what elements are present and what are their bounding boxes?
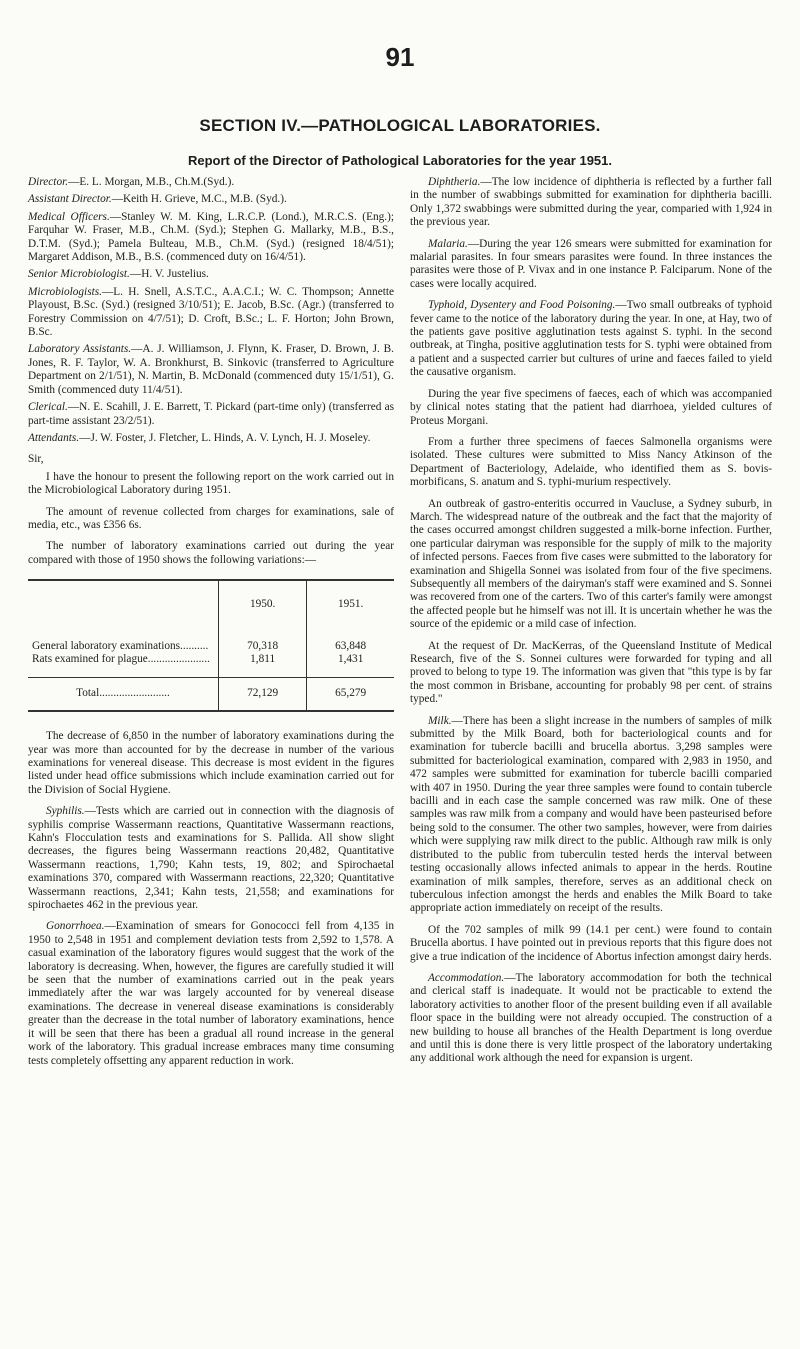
table-total-1951: 65,279 bbox=[307, 678, 394, 712]
staff-names: —L. H. Snell, A.S.T.C., A.A.C.I.; W. C. Thompson; Annette Playoust, B.Sc. (Syd.) (resigned 3/10/51); E. Jacob, B.Sc. (Agr.) (transferred to Forestry Commission on 4/7/51); D. Croft, B.Sc.; L. F. Horton; John Brown, B.Sc. bbox=[28, 285, 394, 339]
staff-senior-microbiologist bbox=[28, 268, 394, 281]
table-total-label: Total......................... bbox=[28, 678, 219, 712]
paragraph-heading: Diphtheria. bbox=[428, 176, 481, 188]
page-number: 91 bbox=[385, 42, 415, 72]
staff-role: Laboratory Assistants. bbox=[28, 343, 132, 356]
malaria-paragraph bbox=[410, 238, 772, 292]
staff-laboratory-assistants bbox=[28, 343, 394, 397]
staff-role: Director. bbox=[28, 176, 69, 188]
table-label-rats: Rats examined for plague...................... bbox=[32, 653, 210, 666]
mackerras-paragraph: At the request of Dr. MacKerras, of the Queensland Institute of Medical Research, five of the S. Sonnei cultures were forwarded for typing and all proved to belong to type 19. The information was given that "this type is by far the most common in Brisbane, accounting for probably 98 per cent. of strains typed." bbox=[410, 639, 772, 706]
staff-names: —Keith H. Grieve, M.C., M.B. (Syd.). bbox=[111, 193, 287, 206]
staff-microbiologists bbox=[28, 286, 394, 340]
vaucluse-paragraph: An outbreak of gastro-enteritis occurred in Vaucluse, a Sydney suburb, in March. The widespread nature of the outbreak and the fact that the majority of the cases occurred amongst children suggested a milk-borne infection. Further, one particular dairyman was responsible for the supply of milk to the majority of infected persons. Faeces from five cases were submitted to the laboratory for examination and Shigella Sonnei was isolated from four of the five specimens. Subsequently all members of the dairyman's staff were examined and S. Sonnei was recovered from one of the carters. Two of this carter's family were amongst the affected people but he himself was not ill. It is uncertain whether he was the source of the epidemic or a mild case of infection. bbox=[410, 497, 772, 631]
paragraph-body: —Examination of smears for Gonococci fell from 4,135 in 1950 to 2,548 in 1951 and complement deviation tests from 2,592 to 1,578. A casual examination of the laboratory figures would suggest that the work of the laboratory is decreasing. When, however, the figures are carefully studied it will be seen that the number of examinations carried out in the peak years immediately after the war was largely accounted for by venereal disease examinations. The decrease in venereal disease examinations is considerably greater than the decrease in the total number of laboratory examinations, hence it will be seen that there has been a gradual all round increase in the general work of the laboratory. This gradual increase embraces many time consuming tests completely offsetting any apparent reduction in work. bbox=[28, 920, 394, 1067]
typhoid-paragraph bbox=[410, 299, 772, 379]
staff-assistant-director bbox=[28, 193, 394, 206]
examinations-table bbox=[28, 579, 394, 712]
paragraph-heading: Malaria. bbox=[428, 237, 468, 250]
staff-role: Clerical. bbox=[28, 401, 68, 414]
diphtheria-paragraph bbox=[410, 176, 772, 230]
table-row bbox=[28, 629, 394, 678]
paragraph-body: —The laboratory accommodation for both the technical and clerical staff is inadequate. It would not be practicable to extend the laboratory activities to another floor of the present building even if all available floor space in the building were not already occupied. The construction of a new building to house all branches of the Health Department is long overdue and until this is done there is very little prospect of the laboratory undertaking any additional work although the need for expansion is urgent. bbox=[410, 971, 772, 1065]
report-title: Report of the Director of Pathological Laboratories for the year 1951. bbox=[187, 153, 613, 168]
paragraph-body: —There has been a slight increase in the numbers of samples of milk submitted by the Milk Board, both for bacteriological counts and for examination for tubercle bacilli and brucella abortus. 3,298 samples were submitted for bacteriological examination, compared with 2,983 in 1950, and 472 samples were submitted for examination for tubercle bacilli comparied with 407 in 1950. During the year three samples were found to contain tubercle bacilli and in each case the sample concerned was raw milk. One of these samples was raw milk from a company and would have been pasteurised before being sold to the consumer. The other two samples, however, were from dairies which were supplying raw milk direct to the public. Although raw milk is only distributed to the public from tuberculin tested herds the interval between testing occasionally allows infected animals to appear in the herds. Routine examination of milk samples, therefore, serves as an additional check on tuberculous infection amongst the herds and enables the Milk Board to take appropriate action immediately on receipt of the results. bbox=[410, 714, 772, 915]
staff-role: Attendants. bbox=[28, 431, 80, 444]
staff-attendants bbox=[28, 432, 394, 445]
accommodation-paragraph bbox=[410, 972, 772, 1066]
staff-names: —H. V. Justelius. bbox=[129, 268, 209, 281]
syphilis-paragraph bbox=[28, 805, 394, 912]
paragraph-body: —During the year 126 smears were submitted for examination for malarial parasites. In four smears parasites were found. In three instances the parasites were those of P. Vivax and in one instance P. Falciparum. None of the cases were locally acquired. bbox=[410, 237, 772, 290]
paragraph-heading: Accommodation. bbox=[428, 971, 505, 984]
revenue-paragraph: The amount of revenue collected from charges for examinations, sale of media, etc., was £356 6s. bbox=[28, 505, 394, 531]
table-header-1950: 1950. bbox=[219, 580, 307, 629]
table-value: 70,318 bbox=[247, 639, 279, 652]
decrease-paragraph: The decrease of 6,850 in the number of laboratory examinations during the year was more than accounted for by the decrease in number of the various examinations for venereal disease. This decrease is most evident in the figures listed under head office submissions which include examination carried out for the Division of Social Hygiene. bbox=[28, 730, 394, 796]
table-value: 1,811 bbox=[250, 653, 276, 666]
section-title: SECTION IV.—PATHOLOGICAL LABORATORIES. bbox=[199, 116, 601, 135]
staff-director bbox=[28, 176, 394, 189]
table-total-row bbox=[28, 678, 394, 712]
paragraph-heading: Gonorrhoea. bbox=[46, 920, 105, 933]
table-label-general: General laboratory examinations.......... bbox=[32, 639, 209, 652]
staff-clerical bbox=[28, 401, 394, 428]
staff-names: —N. E. Scahill, J. E. Barrett, T. Pickard (part-time only) (transferred as part-time assistant 23/2/51). bbox=[28, 401, 394, 427]
right-column bbox=[410, 176, 772, 1074]
staff-role: Senior Microbiologist. bbox=[28, 268, 130, 281]
table-header-1951: 1951. bbox=[307, 580, 394, 629]
staff-names: —J. W. Foster, J. Fletcher, L. Hinds, A. V. Lynch, H. J. Moseley. bbox=[79, 431, 371, 444]
paragraph-heading: Syphilis. bbox=[46, 805, 85, 818]
intro-paragraph: I have the honour to present the following report on the work carried out in the Microbiological Laboratory during 1951. bbox=[28, 470, 394, 497]
faeces-paragraph: During the year five specimens of faeces, each of which was accompanied by clinical notes stating that the patient had diarrhoea, yielded cultures of Proteus Morgani. bbox=[410, 387, 772, 427]
paragraph-body: —Two small outbreaks of typhoid fever came to the notice of the laboratory during the year. In one, at Hay, two of the patients gave positive agglutination tests against S. typhi. In the second outbreak, at Tingha, positive agglutination tests for S. typhi were obtained from a patient and a suspected carrier but cultures of urine and faeces failed to yield the causative organism. bbox=[410, 299, 772, 379]
table-value: 63,848 bbox=[335, 639, 367, 652]
staff-role: Assistant Director. bbox=[28, 193, 112, 206]
table-value: 1,431 bbox=[337, 653, 364, 666]
salmonella-paragraph: From a further three specimens of faeces Salmonella organisms were isolated. These cultures were submitted to Miss Nancy Atkinson of the Department of Bacteriology, Adelaide, who identified them as S. bovis-morbificans, S. anatum and S. typhi-murium respectively. bbox=[410, 435, 772, 489]
left-column bbox=[28, 176, 394, 1076]
staff-names: —A. J. Williamson, J. Flynn, K. Fraser, D. Brown, J. B. Jones, R. F. Taylor, W. A. Bronkhurst, B. Sinkovic (transferred to Agriculture Department on 2/1/51), N. Martin, B. McDonald (commenced duty 15/1/51), G. Smith (commenced duty 11/4/51). bbox=[28, 343, 394, 396]
table-total-1950: 72,129 bbox=[219, 678, 307, 712]
salutation: Sir, bbox=[28, 453, 44, 466]
milk-paragraph bbox=[410, 715, 772, 916]
table-row-labels bbox=[28, 629, 219, 678]
paragraph-heading: Milk. bbox=[428, 714, 452, 727]
table-cell-1951 bbox=[307, 629, 394, 678]
paragraph-body: —Tests which are carried out in connection with the diagnosis of syphilis comprise Wassermann reactions, Quantitative Wassermann reactions, Kahn's Flocculation tests and examinations for S. Pallida. All show slight decreases, the figures being Wassermann reactions 20,482, Quantitative Wassermann reactions, 1,790; Kahn tests, 19, 802; and Spirochaetal examinations 370, compared with Wassermann reactions, 22,320; Quantitative Wassermann reactions, 2,341; Kahn tests, 21,558; and examinations for spirochaetes 462 in the previous year. bbox=[28, 805, 394, 912]
gonorrhoea-paragraph bbox=[28, 920, 394, 1067]
table-cell-1950 bbox=[219, 629, 307, 678]
staff-names: —Stanley W. M. King, L.R.C.P. (Lond.), M.R.C.S. (Eng.); Farquhar W. Fraser, M.B., Ch.M. (Syd.); Stephen G. Mallarky, M.B., B.S., D.T.M. (Syd.); Pamela Bulteau, M.B., Ch.M. (Syd.) (resigned 18/4/51); Margaret Addison, M.B., B.S. (commenced duty on 16/4/51). bbox=[28, 210, 394, 264]
staff-role: Medical Officers. bbox=[28, 210, 110, 223]
brucella-paragraph: Of the 702 samples of milk 99 (14.1 per cent.) were found to contain Brucella abortus. I have pointed out in previous reports that this figure does not give a true indication of the incidence of Abortus infection amongst dairy herds. bbox=[410, 923, 772, 963]
paragraph-heading: Typhoid, Dysentery and Food Poisoning. bbox=[428, 299, 616, 312]
staff-role: Microbiologists. bbox=[28, 285, 102, 298]
table-header-blank bbox=[28, 580, 219, 629]
table-header-row bbox=[28, 580, 394, 629]
paragraph-body: —The low incidence of diphtheria is reflected by a further fall in the number of swabbings submitted for examination for diphtheria bacilli. Only 1,372 swabbings were submitted during the year, comparied with 1,924 in the previous year. bbox=[410, 176, 772, 229]
comparison-paragraph: The number of laboratory examinations carried out during the year compared with those of 1950 shows the following variations:— bbox=[28, 540, 394, 566]
staff-names: —E. L. Morgan, M.B., Ch.M.(Syd.). bbox=[68, 176, 235, 188]
staff-medical-officers bbox=[28, 211, 394, 265]
